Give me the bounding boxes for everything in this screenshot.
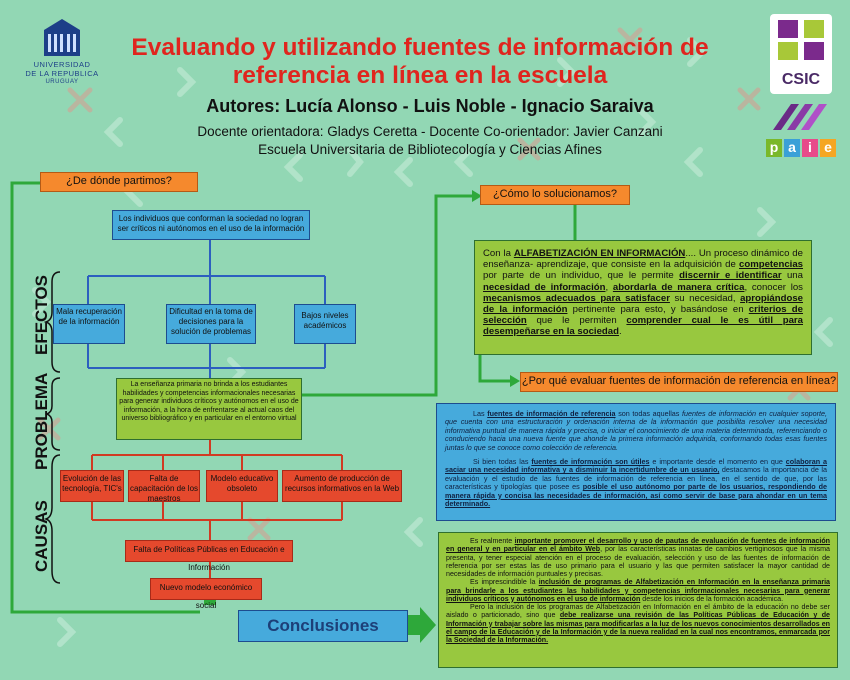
sol-competencias: competencias (739, 259, 803, 271)
sol-text-3: por parte de un individuo, que le permite (483, 270, 680, 282)
why-posible: posible el uso autónomo por parte de los usuarios, respondiendo de manera rápida y concisa las necesidades de información, así como servir de base para ahondar en un tema determinado. (445, 482, 827, 509)
sol-criterios: criterios de selección (483, 304, 803, 327)
modelo-box: Nuevo modelo económico social (150, 578, 262, 600)
solution-box (474, 240, 812, 355)
concl-para-3 (446, 603, 830, 644)
concl-1a: Es realmente (470, 537, 515, 545)
why-a2: son todas aquellas (615, 409, 683, 418)
school: Escuela Universitaria de Bibliotecología y Ciencias Afines (258, 142, 602, 157)
sol-text-4: una (781, 270, 803, 282)
teachers: Docente orientadora: Gladys Ceretta - Docente Co-orientador: Javier Canzani (197, 124, 663, 139)
concl-2c: desde los inicios de la formación académica. (640, 594, 784, 603)
udelar-line-1: UNIVERSIDAD (33, 60, 91, 69)
tree-top-box: Los individuos que conforman la sociedad no logran ser críticos ni autónomos en el uso de la información (112, 210, 310, 240)
sol-comprender: comprender cual le es útil para desempeñarse en la sociedad (483, 315, 803, 338)
sol-text-2: .... Un proceso dinámico de enseñanza- aprendizaje, que consiste en la adquisición de (483, 248, 803, 271)
efecto-box-2: Dificultad en la toma de decisiones para la solución de problemas (166, 304, 256, 344)
sol-mecanismos: mecanismos adecuados para satisfacer (483, 292, 670, 304)
sol-discernir: discernir e identificar (679, 270, 782, 282)
problema-box: La enseñanza primaria no brinda a los estudiantes habilidades y competencias informacionales necesarias para generar individuos críticos y autónomos en el uso de información, a la hora de enfrentarse al actual caos del universo bibliográfico y en particular en el entorno virtual (116, 378, 302, 440)
sol-text-7: su necesidad, (669, 292, 741, 304)
conclusions-box (438, 532, 838, 668)
why-fuentes: fuentes de información de referencia (487, 409, 616, 418)
why-utiles: fuentes de información son útiles (531, 457, 650, 467)
conclusions-title: Conclusiones (238, 610, 408, 642)
efecto-box-1: Mala recuperación de la información (53, 304, 125, 344)
why-para-1 (445, 410, 827, 452)
sol-text-1: Con la (483, 248, 514, 259)
udelar-line-3: URUGUAY (45, 79, 79, 85)
concl-2b: inclusión de programas de Alfabetización en Información en la enseñanza primaria para brindarle a los estudiantes las habilidades y competencias informacionales necesarias para generar individuos críticos y autónomos en el uso de información (446, 578, 830, 603)
sol-apropiandose: apropiándose de la información (483, 292, 803, 316)
why-b1: Si bien todas las (473, 457, 532, 467)
paie-letter-e: e (820, 139, 836, 157)
sol-text-5: , (605, 281, 613, 293)
concl-para-1 (446, 537, 830, 578)
label-problema: PROBLEMA (32, 372, 51, 470)
causa-box-4: Aumento de producción de recursos informativos en la Web (282, 470, 402, 502)
politicas-box: Falta de Políticas Públicas en Educación e Información (125, 540, 293, 562)
paie-letter-i: i (802, 139, 818, 157)
sol-alfin: ALFABETIZACIÓN EN INFORMACIÓN (513, 248, 686, 259)
sol-text-9: que le permiten (526, 315, 627, 327)
label-causas: CAUSAS (32, 500, 51, 572)
why-box (436, 403, 836, 521)
causa-box-1: Evolución de las tecnología, TIC's (60, 470, 124, 502)
why-b3: destacamos la importancia de la evaluación y el estudio de las fuentes de información de referencia en línea, en el sentido de que, por las características y tipologías que posee es (445, 465, 827, 492)
paie-letter-p: p (766, 139, 782, 157)
question-por-que: ¿Por qué evaluar fuentes de información de referencia en línea? (520, 372, 838, 392)
paie-letter-a: a (784, 139, 800, 157)
title-line-2: referencia en línea en la escuela (232, 62, 608, 89)
why-b2: e importante desde el momento en que (649, 457, 786, 467)
title-line-1: Evaluando y utilizando fuentes de información de (131, 34, 709, 61)
concl-2a: Es imprescindible la (470, 578, 539, 587)
sol-text-6: , conocer los (744, 281, 803, 293)
label-efectos: EFECTOS (32, 275, 51, 355)
causa-box-3: Modelo educativo obsoleto (206, 470, 278, 502)
concl-1c: , por las características innatas de cambios vertiginosos que la misma presenta, y tener especial atención en el proceso de evaluación, selección y uso de las fuentes de información de referencia por ser estas las de uso primario para el usuario y las que permiten satisfacer la mayor cantidad de necesidades de información puntuales y precisas. (446, 545, 830, 578)
why-a1: Las (473, 409, 488, 418)
concl-3a: Pero la inclusión de los programas de Alfabetización en Información en el ámbito de la educación no debe ser aislado o particionado, sino que (446, 603, 830, 620)
sol-text-10: . (618, 326, 622, 338)
sol-necesidad: necesidad de información (483, 281, 606, 293)
why-a3: fuentes de información en cualquier soporte, que cuenta con una estructuración y ordenación interna de la información que posibilita resolver una necesidad informativa puntual de manera rápida y precisa, o iniciar el conocimiento de una materia determinada, referenciando o conduciendo hacia una nueva fuente que ahonde la primera información adquirida, conformando todas esas fuentes juntas lo que se conoce como colección de referencia. (445, 409, 827, 452)
sol-abordarla: abordarla de manera crítica (612, 281, 745, 293)
question-solucionamos: ¿Cómo lo solucionamos? (480, 185, 630, 205)
concl-3b: debe realizarse una revisión de las Políticas Públicas de Educación y de Información y trabajar sobre las mismas para modificarlas a la luz de los nuevos conocimientos desarrollados en el campo de la Educación y de la Información y de la nueva realidad en la cual nos encontramos, enmarcada por la Sociedad de la Información. (446, 611, 830, 644)
concl-para-2 (446, 578, 830, 603)
efecto-box-3: Bajos niveles académicos (294, 304, 356, 344)
csic-text: CSIC (781, 71, 821, 88)
udelar-line-2: DE LA REPUBLICA (25, 69, 99, 78)
authors: Autores: Lucía Alonso - Luis Noble - Ignacio Saraiva (206, 96, 654, 116)
concl-1b: importante promover el desarrollo y uso de pautas de evaluación de fuentes de información en general y en particular en el ámbito Web (446, 537, 831, 554)
why-para-2 (445, 458, 827, 508)
sol-text-8: pertinente para esto, y basándose en (567, 304, 749, 316)
why-colaboran: colaboran a saciar una necesidad informativa y a disminuir la incertidumbre de un usuario, (445, 457, 827, 475)
question-partimos: ¿De dónde partimos? (40, 172, 198, 192)
causa-box-2: Falta de capacitación de los maestros (128, 470, 200, 502)
